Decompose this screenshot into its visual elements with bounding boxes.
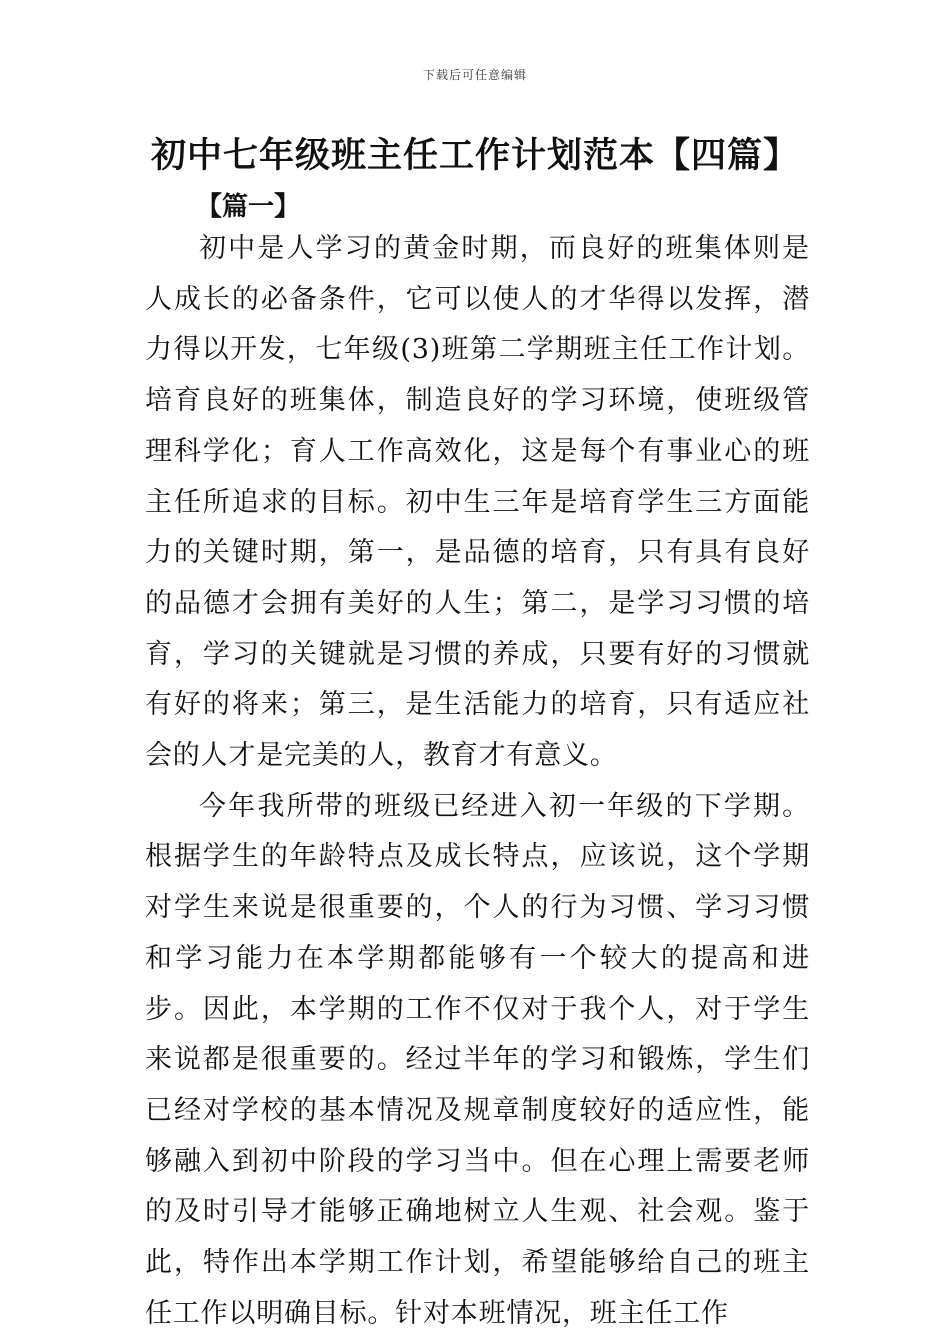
section-heading: 【篇一】 bbox=[196, 192, 301, 222]
paragraph: 今年我所带的班级已经进入初一年级的下学期。根据学生的年龄特点及成长特点，应该说，这个学期对学生来说是很重要的，个人的行为习惯、学习习惯和学习能力在本学期都能够有一个较大的提高和进步。因此，本学期的工作不仅对于我个人，对于学生来说都是很重要的。经过半年的学习和锻炼，学生们已经对学校的基本情况及规章制度较好的适应性，能够融入到初中阶段的学习当中。但在心理上需要老师的及时引导才能够正确地树立人生观、社会观。鉴于此，特作出本学期工作计划，希望能够给自己的班主任工作以明确目标。针对本班情况，班主任工作 bbox=[145, 790, 810, 1329]
paragraph: 初中是人学习的黄金时期，而良好的班集体则是人成长的必备条件，它可以使人的才华得以发挥，潜力得以开发，七年级(3)班第二学期班主任工作计划。培育良好的班集体，制造良好的学习环境，使班级管理科学化；育人工作高效化，这是每个有事业心的班主任所追求的目标。初中生三年是培育学生三方面能力的关键时期，第一，是品德的培育，只有具有良好的品德才会拥有美好的人生；第二，是学习习惯的培育，学习的关键就是习惯的养成，只要有好的习惯就有好的将来；第三，是生活能力的培育，只有适应社会的人才是完美的人，教育才有意义。 bbox=[145, 233, 810, 772]
document-title: 初中七年级班主任工作计划范本【四篇】 bbox=[150, 135, 799, 176]
document-body bbox=[145, 224, 810, 1339]
page-header-note: 下载后可任意编辑 bbox=[422, 68, 527, 82]
